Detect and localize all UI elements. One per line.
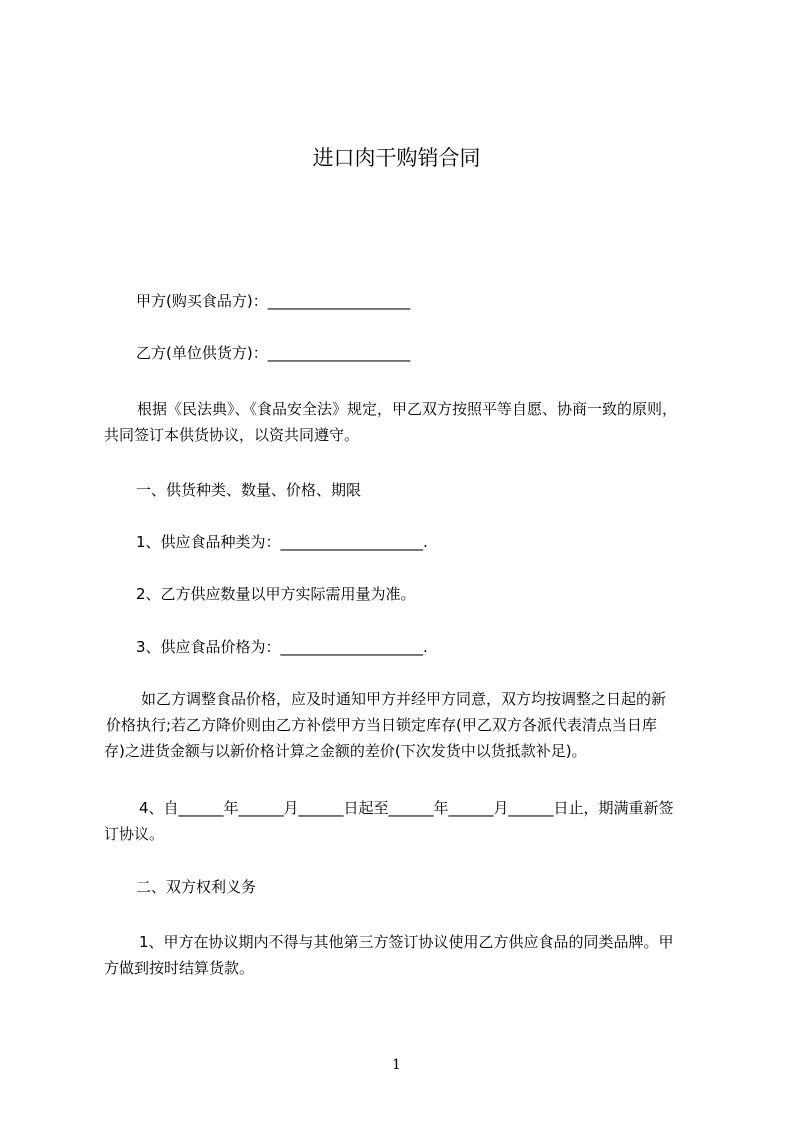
duty-1-line-2: 方做到按时结算货款。 bbox=[104, 959, 255, 977]
item-3-line: 3、供应食品价格为：___________________. bbox=[136, 638, 428, 656]
item-2-line: 2、乙方供应数量以甲方实际需用量为准。 bbox=[136, 585, 416, 603]
party-b-line: 乙方(单位供货方)：___________________ bbox=[136, 344, 411, 362]
section-2-heading: 二、双方权利义务 bbox=[136, 878, 257, 896]
page-number: 1 bbox=[392, 1057, 401, 1073]
duty-1-line-1: 1、甲方在协议期内不得与其他第三方签订协议使用乙方供应食品的同类品牌。甲 bbox=[139, 933, 674, 951]
section-1-heading: 一、供货种类、数量、价格、期限 bbox=[136, 481, 362, 499]
party-a-line: 甲方(购买食品方)：___________________ bbox=[136, 292, 411, 310]
document-title: 进口肉干购销合同 bbox=[312, 146, 481, 170]
intro-line-2: 共同签订本供货协议，以资共同遵守。 bbox=[104, 426, 360, 444]
price-line-3: 存)之进货金额与以新价格计算之金额的差价(下次发货中以货抵款补足)。 bbox=[104, 742, 587, 760]
price-adjust-paragraph bbox=[104, 686, 714, 764]
intro-line-1: 根据《民法典》、《食品安全法》规定，甲乙双方按照平等自愿、协商一致的原则， bbox=[137, 400, 678, 418]
item-1-line: 1、供应食品种类为：___________________. bbox=[136, 533, 428, 551]
duty-1-paragraph bbox=[104, 929, 714, 981]
intro-paragraph bbox=[104, 396, 714, 448]
item-4-line-2: 订协议。 bbox=[104, 825, 165, 843]
price-line-2: 价格执行;若乙方降价则由乙方补偿甲方当日锁定库存(甲乙双方各派代表清点当日库 bbox=[106, 716, 657, 734]
item-4-paragraph bbox=[104, 795, 714, 847]
price-line-1: 如乙方调整食品价格，应及时通知甲方并经甲方同意，双方均按调整之日起的新 bbox=[141, 690, 667, 708]
item-4-line-1: 4、自______年______月______日起至______年______月______日止，期满重新签 bbox=[139, 799, 674, 817]
